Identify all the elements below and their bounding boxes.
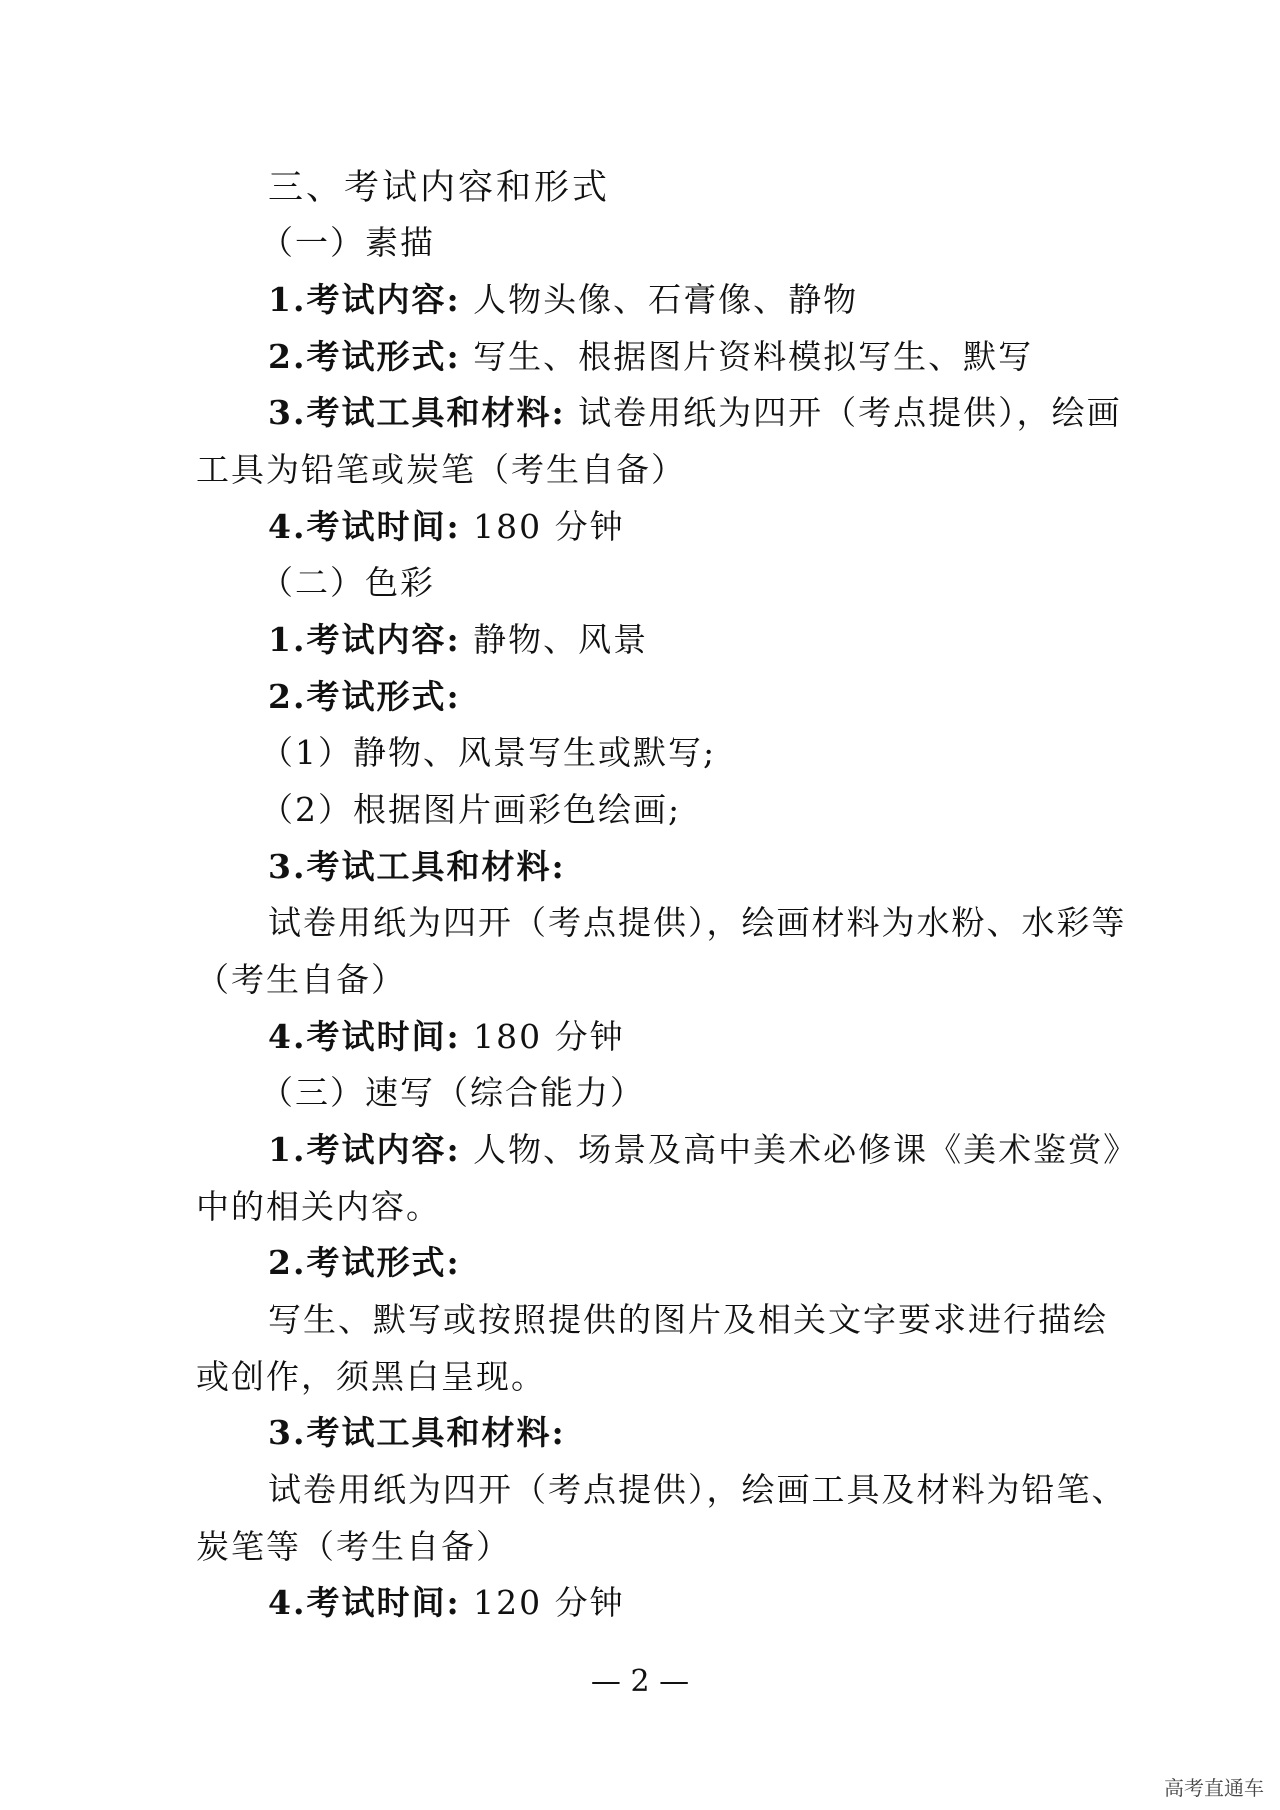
sketch-item-time-label: 4.考试时间: [268,507,461,546]
quick-sketch-item-form-label: 2.考试形式: [268,1243,461,1282]
sketch-item-tools-text: 试卷用纸为四开（考点提供），绘画 [578,393,1122,432]
watermark-text: 高考直通车 [1164,1776,1264,1800]
quick-sketch-item-form-continued: 或创作，须黑白呈现。 [196,1357,546,1396]
sketch-item-content-text: 人物头像、石膏像、静物 [473,280,859,319]
quick-sketch-item-time-label: 4.考试时间: [268,1583,461,1622]
color-heading: （二）色彩 [260,563,435,602]
sketch-item-form-label: 2.考试形式: [268,337,461,376]
color-item-tools-text: 试卷用纸为四开（考点提供），绘画材料为水粉、水彩等 [268,903,1127,942]
color-item-time-label: 4.考试时间: [268,1017,461,1056]
quick-sketch-item-tools-continued: 炭笔等（考生自备） [196,1527,511,1566]
quick-sketch-item-time [268,1583,625,1623]
sketch-item-time-text: 180 分钟 [473,507,625,546]
sketch-item-time [268,507,625,547]
quick-sketch-item-content-continued: 中的相关内容。 [196,1187,441,1226]
quick-sketch-item-form-text: 写生、默写或按照提供的图片及相关文字要求进行描绘 [268,1300,1108,1339]
color-item-tools-label: 3.考试工具和材料: [268,847,566,886]
quick-sketch-item-content-text: 人物、场景及高中美术必修课《美术鉴赏》 [473,1130,1139,1169]
page-number: — 2 — [590,1664,690,1699]
sketch-item-form [268,337,1033,377]
quick-sketch-heading: （三）速写（综合能力） [260,1073,645,1112]
sketch-item-tools-label: 3.考试工具和材料: [268,393,566,432]
color-item-time-text: 180 分钟 [473,1017,625,1056]
sketch-item-form-text: 写生、根据图片资料模拟写生、默写 [473,337,1034,376]
quick-sketch-item-tools-text: 试卷用纸为四开（考点提供），绘画工具及材料为铅笔、 [268,1470,1127,1509]
color-item-content-text: 静物、风景 [473,620,649,659]
color-item-form [268,677,461,717]
color-item-form-label: 2.考试形式: [268,677,461,716]
color-item-tools [268,847,566,887]
quick-sketch-item-content-label: 1.考试内容: [268,1130,461,1169]
color-item-content [268,620,648,660]
sketch-heading: （一）素描 [260,223,435,262]
quick-sketch-item-time-text: 120 分钟 [473,1583,625,1622]
color-item-content-label: 1.考试内容: [268,620,461,659]
sketch-item-tools [268,393,1122,433]
sketch-item-content-label: 1.考试内容: [268,280,461,319]
sketch-item-tools-continued: 工具为铅笔或炭笔（考生自备） [196,450,686,489]
quick-sketch-item-tools-label: 3.考试工具和材料: [268,1413,566,1452]
color-item-form-sub2: （2）根据图片画彩色绘画; [260,790,682,829]
color-item-form-sub1: （1）静物、风景写生或默写; [260,733,717,772]
quick-sketch-item-content [268,1130,1138,1170]
sketch-item-content [268,280,858,320]
quick-sketch-item-form [268,1243,461,1283]
section-title: 三、考试内容和形式 [268,168,611,208]
quick-sketch-item-tools [268,1413,566,1453]
color-item-tools-continued: （考生自备） [196,960,406,999]
color-item-time [268,1017,625,1057]
